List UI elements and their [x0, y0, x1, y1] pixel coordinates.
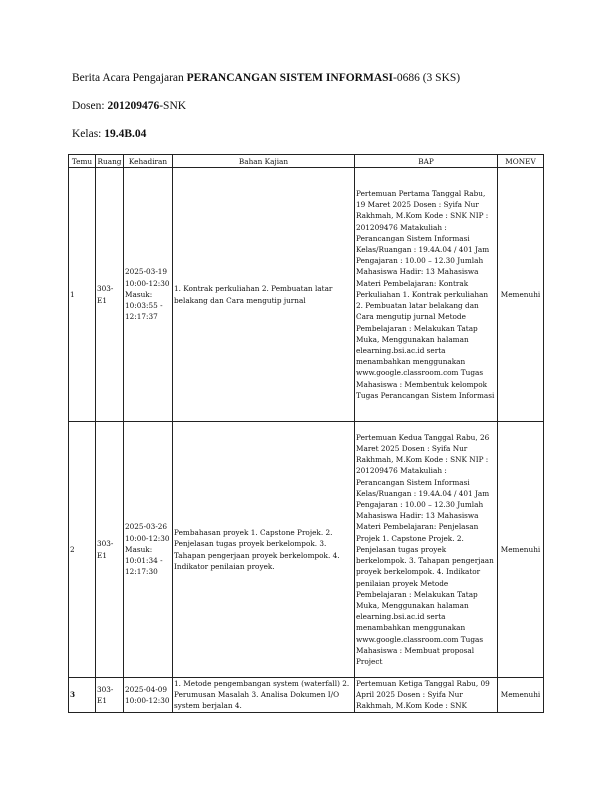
cell-bap: Pertemuan Kedua Tanggal Rabu, 26 Maret 2025 Dosen : Syifa Nur Rakhmah, M.Kom Kode : SNK NIP : 201209476 Matakuliah : Perancangan Sistem Informasi Kelas/Ruangan : 19.4A.04 / 401 Jam Pengajaran : 10.00 – 12.30 Jumlah Mahasiswa Hadir: 13 Mahasiswa Materi Pembelajaran: Penjelasan Projek 1. Capstone Projek. 2. Penjelasan tugas proyek berkelompok. 3. Tahapan pengerjaan proyek berkelompok. 4. Indikator penilaian proyek Metode Pembelajaran : Melakukan Tatap Muka, Menggunakan halaman elearning.bsi.ac.id serta menambahkan menggunakan www.google.classroom.com Tugas Mahasiswa : Membuat proposal Project [355, 422, 498, 678]
cell-monev: Memenuhi [498, 422, 544, 678]
table-header-row [69, 155, 544, 168]
title-prefix: Berita Acara Pengajaran [72, 72, 187, 84]
cell-ruang: 303-E1 [96, 168, 124, 422]
cell-bahan-kajian: 1. Kontrak perkuliahan 2. Pembuatan latar belakang dan Cara mengutip jurnal [173, 168, 355, 422]
col-bahan-kajian: Bahan Kajian [173, 155, 355, 168]
kelas-label: Kelas: [72, 128, 105, 140]
cell-temu: 3 [69, 678, 96, 713]
table-row [69, 422, 544, 678]
dosen-line [72, 99, 186, 113]
cell-bahan-kajian: 1. Metode pengembangan system (waterfall) 2. Perumusan Masalah 3. Analisa Dokumen I/O system berjalan 4. [173, 678, 355, 713]
cell-kehadiran: 2025-04-09 10:00-12:30 [124, 678, 173, 713]
col-kehadiran: Kehadiran [124, 155, 173, 168]
kelas-value: 19.4B.04 [104, 128, 147, 140]
dosen-suffix: -SNK [159, 100, 187, 112]
dosen-label: Dosen: [72, 100, 108, 112]
col-temu: Temu [69, 155, 96, 168]
cell-temu: 2 [69, 422, 96, 678]
cell-bahan-kajian: Pembahasan proyek 1. Capstone Projek. 2. Penjelasan tugas proyek berkelompok. 3. Tahapan pengerjaan proyek berkelompok. 4. Indikator penilaian proyek. [173, 422, 355, 678]
kelas-line [72, 127, 146, 141]
cell-temu: 1 [69, 168, 96, 422]
cell-bap: Pertemuan Ketiga Tanggal Rabu, 09 April 2025 Dosen : Syifa Nur Rakhmah, M.Kom Kode : SNK [355, 678, 498, 713]
cell-bap: Pertemuan Pertama Tanggal Rabu, 19 Maret 2025 Dosen : Syifa Nur Rakhmah, M.Kom Kode : SNK NIP : 201209476 Matakuliah : Perancangan Sistem Informasi Kelas/Ruangan : 19.4A.04 / 401 Jam Pengajaran : 10.00 – 12.30 Jumlah Mahasiswa Hadir: 13 Mahasiswa Materi Pembelajaran: Kontrak Perkuliahan 1. Kontrak perkuliahan 2. Pembuatan latar belakang dan Cara mengutip jurnal Metode Pembelajaran : Melakukan Tatap Muka, Menggunakan halaman elearning.bsi.ac.id serta menambahkan menggunakan www.google.classroom.com Tugas Mahasiswa : Membentuk kelompok Tugas Perancangan Sistem Informasi [355, 168, 498, 422]
table-row [69, 168, 544, 422]
col-monev: MONEV [498, 155, 544, 168]
course-name: PERANCANGAN SISTEM INFORMASI [186, 72, 394, 84]
course-title-line [72, 71, 460, 85]
course-code: -0686 (3 SKS) [393, 72, 461, 84]
cell-monev: Memenuhi [498, 678, 544, 713]
col-bap: BAP [355, 155, 498, 168]
cell-monev: Memenuhi [498, 168, 544, 422]
cell-ruang: 303-E1 [96, 678, 124, 713]
bap-table [68, 154, 544, 713]
cell-ruang: 303-E1 [96, 422, 124, 678]
cell-kehadiran: 2025-03-19 10:00-12:30 Masuk: 10:03:55 - 12:17:37 [124, 168, 173, 422]
cell-kehadiran: 2025-03-26 10:00-12:30 Masuk: 10:01:34 - 12:17:30 [124, 422, 173, 678]
col-ruang: Ruang [96, 155, 124, 168]
table-row [69, 678, 544, 713]
dosen-id: 201209476 [107, 100, 160, 112]
